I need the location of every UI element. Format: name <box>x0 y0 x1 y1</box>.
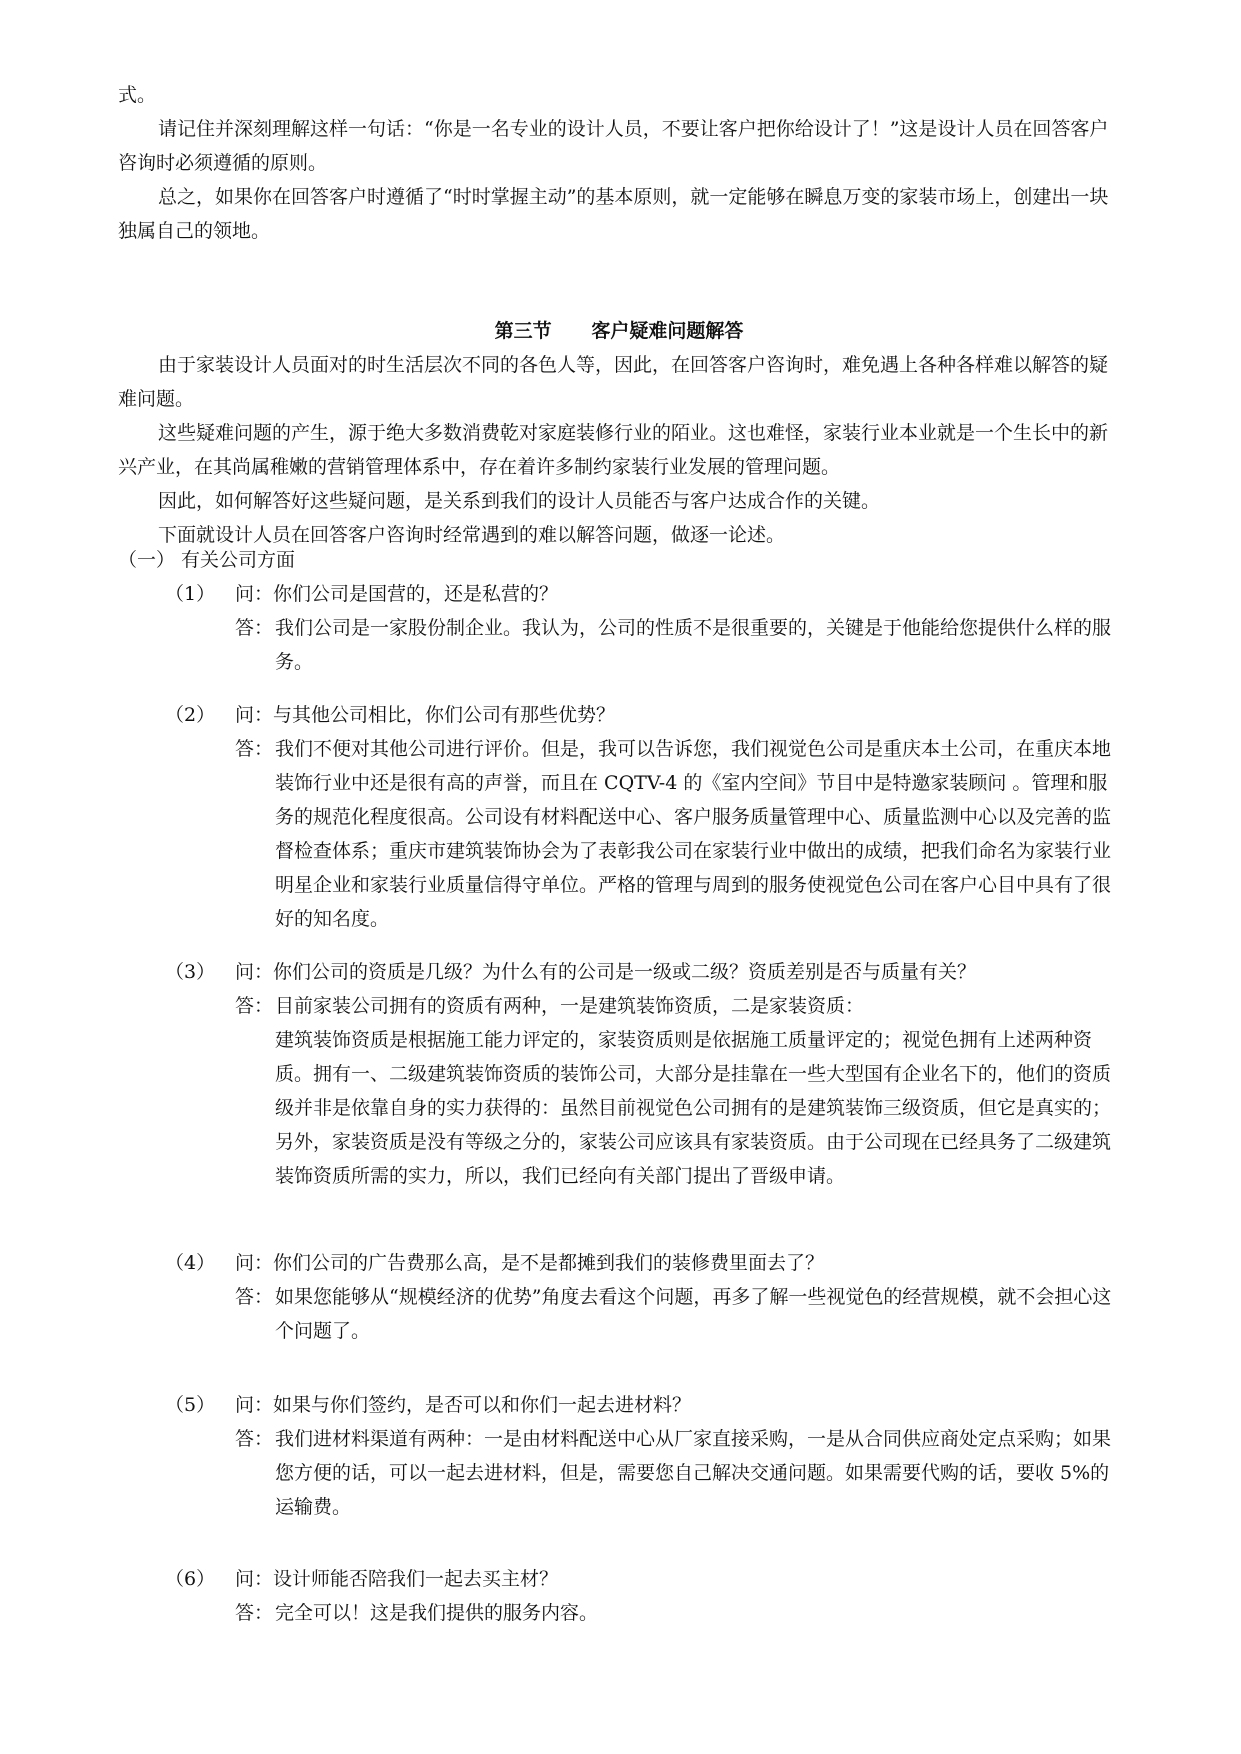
section-title: 第三节 客户疑难问题解答 <box>494 320 744 342</box>
qa-item-5 <box>165 1388 1120 1524</box>
question-text: 问：你们公司的资质是几级？为什么有的公司是一级或二级？资质差别是否与质量有关？ <box>235 961 977 983</box>
intro-paragraph-2: 总之，如果你在回答客户时遵循了“时时掌握主动”的基本原则，就一定能够在瞬息万变的家装市场上，创建出一块独属自己的领地。 <box>118 186 1109 242</box>
answer-block <box>235 989 1120 1193</box>
answer-text: 我们进材料渠道有两种：一是由材料配送中心从厂家直接采购，一是从合同供应商处定点采购；如果您方便的话，可以一起去进材料，但是，需要您自己解决交通问题。如果需要代购的话，要收 5%的运输费。 <box>275 1428 1112 1518</box>
qa-item-3 <box>165 955 1120 1227</box>
question-text: 问：与其他公司相比，你们公司有那些优势？ <box>235 704 616 726</box>
answer-label: 答： <box>235 1286 274 1308</box>
section-paragraph-4: 下面就设计人员在回答客户咨询时经常遇到的难以解答问题，做逐一论述。 <box>158 524 786 546</box>
intro-paragraph-0: 式。 <box>118 84 157 106</box>
qa-number: （6） <box>165 1568 216 1590</box>
sub-heading: （一） 有关公司方面 <box>118 549 296 571</box>
answer-block <box>235 611 1120 679</box>
qa-number: （1） <box>165 583 216 605</box>
answer-label: 答： <box>235 1602 274 1624</box>
section-paragraph-2: 这些疑难问题的产生，源于绝大多数消费乾对家庭装修行业的陌业。这也难怪，家装行业本业就是一个生长中的新兴产业，在其尚属稚嫩的营销管理体系中，存在着许多制约家装行业发展的管理问题。 <box>118 422 1109 478</box>
qa-item-4 <box>165 1246 1120 1348</box>
section-paragraph-3: 因此，如何解答好这些疑问题，是关系到我们的设计人员能否与客户达成合作的关键。 <box>158 490 881 512</box>
qa-item-1 <box>165 577 1120 679</box>
answer-text: 如果您能够从“规模经济的优势”角度去看这个问题，再多了解一些视觉色的经营规模，就不会担心这个问题了。 <box>275 1286 1112 1342</box>
question-text: 问：你们公司的广告费那么高，是不是都摊到我们的装修费里面去了？ <box>235 1252 825 1274</box>
answer-label: 答： <box>235 738 274 760</box>
question-text: 问：设计师能否陪我们一起去买主材？ <box>235 1568 559 1590</box>
answer-label: 答： <box>235 1428 274 1450</box>
answer-block <box>235 1422 1120 1524</box>
answer-label: 答： <box>235 995 274 1017</box>
qa-number: （5） <box>165 1394 216 1416</box>
answer-block <box>235 1596 1120 1630</box>
question-text: 问：你们公司是国营的，还是私营的？ <box>235 583 559 605</box>
qa-item-2 <box>165 698 1120 936</box>
answer-text: 目前家装公司拥有的资质有两种，一是建筑装饰资质，二是家装资质： <box>275 995 865 1017</box>
answer-text-continued: 建筑装饰资质是根据施工能力评定的，家装资质则是依据施工质量评定的；视觉色拥有上述两种资质。拥有一、二级建筑装饰资质的装饰公司，大部分是挂靠在一些大型国有企业名下的，他们的资质级并非是依靠自身的实力获得的：虽然目前视觉色公司拥有的是建筑装饰三级资质，但它是真实的；另外，家装资质是没有等级之分的，家装公司应该具有家装资质。由于公司现在已经具务了二级建筑装饰资质所需的实力，所以，我们已经向有关部门提出了晋级申请。 <box>275 1029 1112 1187</box>
qa-item-6 <box>165 1562 1120 1630</box>
answer-block <box>235 1280 1120 1348</box>
answer-text: 我们公司是一家股份制企业。我认为，公司的性质不是很重要的，关键是于他能给您提供什么样的服务。 <box>275 617 1112 673</box>
answer-text: 我们不便对其他公司进行评价。但是，我可以告诉您，我们视觉色公司是重庆本土公司，在重庆本地装饰行业中还是很有高的声誉，而且在 CQTV-4 的《室内空间》节目中是特邀家装顾问 。管理和服务的规范化程度很高。公司设有材料配送中心、客户服务质量管理中心、质量监测中心以及完善的监督检查体系；重庆市建筑装饰协会为了表彰我公司在家装行业中做出的成绩，把我们命名为家装行业明星企业和家装行业质量信得守单位。严格的管理与周到的服务使视觉色公司在客户心目中具有了很好的知名度。 <box>275 738 1112 930</box>
answer-block <box>235 732 1120 936</box>
answer-text: 完全可以！这是我们提供的服务内容。 <box>275 1602 599 1624</box>
section-body <box>118 348 1120 552</box>
qa-number: （3） <box>165 961 216 983</box>
qa-number: （2） <box>165 704 216 726</box>
qa-number: （4） <box>165 1252 216 1274</box>
intro-paragraph-1: 请记住并深刻理解这样一句话：“你是一名专业的设计人员，不要让客户把你给设计了！”这是设计人员在回答客户咨询时必须遵循的原则。 <box>118 118 1109 174</box>
section-paragraph-1: 由于家装设计人员面对的时生活层次不同的各色人等，因此，在回答客户咨询时，难免遇上各种各样难以解答的疑难问题。 <box>118 354 1109 410</box>
question-text: 问：如果与你们签约，是否可以和你们一起去进材料？ <box>235 1394 692 1416</box>
answer-label: 答： <box>235 617 274 639</box>
intro-block <box>118 78 1120 248</box>
